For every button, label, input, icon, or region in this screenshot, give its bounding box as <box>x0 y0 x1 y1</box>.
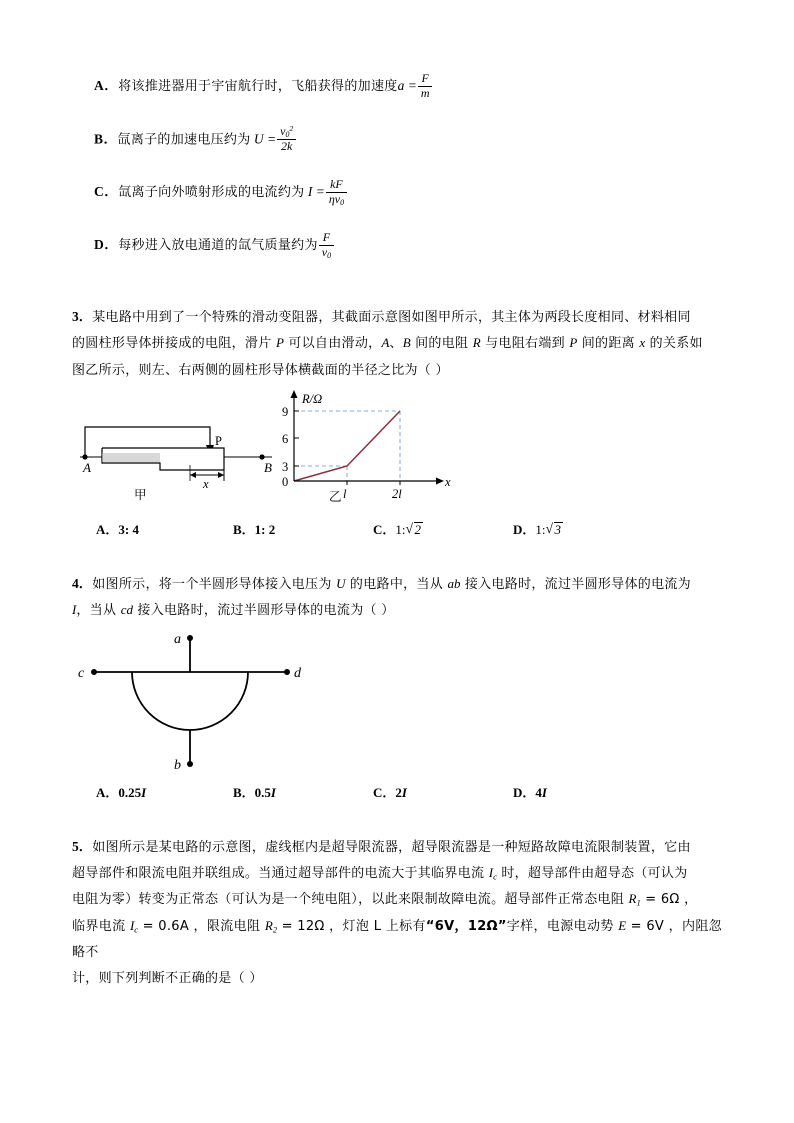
q3-number: 3． <box>72 308 93 324</box>
q5-line-1 <box>72 834 722 860</box>
rheostat-svg <box>72 387 287 499</box>
var-Ic: I <box>488 864 494 880</box>
q3-option-c-label: C． <box>373 521 396 537</box>
terminal-b-label: B <box>264 459 272 475</box>
q3-option-a[interactable] <box>96 519 139 538</box>
q3-line2-part1: 的圆柱形导体拼接成的电阻，滑片 <box>72 336 276 352</box>
q5-lamp-rating: “6V，12Ω” <box>425 918 507 934</box>
q3-option-d[interactable] <box>513 519 563 538</box>
figure-jia-caption: 甲 <box>134 486 147 502</box>
q4-option-c[interactable] <box>373 782 407 801</box>
page-content <box>72 72 722 992</box>
q5-line2-part2: 时，超导部件由超导态（可认为 <box>496 865 688 881</box>
q3-option-c[interactable] <box>373 519 423 538</box>
node-c-label: c <box>78 665 85 681</box>
fraction-numerator: kF <box>330 176 343 191</box>
figure-jia-rheostat <box>72 387 287 502</box>
semicircle-conductor-svg <box>72 630 332 780</box>
q2-option-c <box>94 178 722 207</box>
var-v: v <box>321 244 328 259</box>
fraction-denominator <box>319 245 334 260</box>
q4-option-c-unit: I <box>401 784 407 800</box>
q4-line1-part3: 接入电路时，流过半圆形导体的电流为 <box>460 576 691 592</box>
var-U: U <box>336 575 346 591</box>
q4-number: 4． <box>72 575 93 591</box>
slider-p-label: P <box>215 433 222 448</box>
graph-xtick-l: l <box>343 486 347 501</box>
q5-line3-part1: 电阻为零）转变为正常态（可认为是一个纯电阻），以此来限制故障电流。超导部件正常态电阻 <box>72 892 629 908</box>
q4-option-d[interactable] <box>513 782 547 801</box>
var-R2: R <box>264 917 273 933</box>
q2-option-c-eq: I = <box>307 183 325 199</box>
graph-origin-label: 0 <box>282 474 289 489</box>
q3-line3-text: 图乙所示，则左、右两侧的圆柱形导体横截面的半径之比为（ ） <box>72 362 449 378</box>
q3-line2-part6: 的关系如 <box>645 336 703 352</box>
q2-option-d-text: 每秒进入放电通道的氙气质量约为 <box>118 238 318 254</box>
fraction-denominator <box>326 192 347 207</box>
var-exponent: 2 <box>289 123 294 133</box>
var-ab: ab <box>447 575 461 591</box>
q5-line4-part1: 临界电流 <box>72 918 130 934</box>
var-Ic-subscript: c <box>493 871 497 882</box>
q4-line-1 <box>72 571 722 597</box>
q4-option-b-unit: I <box>270 784 276 800</box>
q3-line-3 <box>72 357 722 383</box>
var-eta-v: ηv <box>328 191 341 206</box>
q4-option-b-value: 0.5 <box>254 784 271 800</box>
q3-line2-part5: 间的距离 <box>577 336 640 352</box>
var-Ic-2: I <box>129 917 135 933</box>
var-B: B <box>402 335 411 351</box>
q5-line2-part1: 超导部件和限流电阻并联组成。当通过超导部件的电流大于其临界电流 <box>72 865 489 881</box>
q2-option-b-text: 氙离子的加速电压约为 <box>117 132 251 148</box>
fraction-numerator: F <box>322 229 331 244</box>
question-4 <box>72 571 722 624</box>
fraction-denominator: 2k <box>277 139 296 154</box>
graph-ytick-3: 3 <box>282 459 289 474</box>
var-R2-subscript: 2 <box>272 924 278 935</box>
graph-ytick-6: 6 <box>282 431 289 446</box>
var-x: x <box>639 335 646 351</box>
q3-figures <box>72 387 722 515</box>
q3-line2-part4: 与电阻右端到 <box>480 336 570 352</box>
q5-line-3 <box>72 886 722 912</box>
q4-option-c-label: C． <box>373 784 396 800</box>
q3-option-b-value: 1: 2 <box>254 521 276 537</box>
q4-answers <box>96 782 722 804</box>
q4-option-a-unit: I <box>141 784 147 800</box>
figure-yi-caption: 乙 <box>329 488 342 504</box>
q2-option-d-fraction <box>319 231 334 260</box>
var-R1: R <box>628 891 637 907</box>
q3-option-c-value: 1: <box>395 521 406 537</box>
q3-option-d-value: 1: <box>535 521 546 537</box>
q3-option-d-radicand: 3 <box>554 521 562 537</box>
question-5 <box>72 834 722 992</box>
graph-svg <box>272 381 462 509</box>
var-I: I <box>72 602 77 618</box>
var-subscript: 0 <box>340 197 345 207</box>
graph-ytick-9: 9 <box>282 404 289 419</box>
q4-option-d-label: D． <box>513 784 536 800</box>
q3-option-b[interactable] <box>233 519 275 538</box>
q3-line2-part2: 可以自由滑动， <box>283 336 382 352</box>
q4-option-b-label: B． <box>233 784 255 800</box>
q5-line-4 <box>72 913 722 966</box>
q3-option-a-value: 3: 4 <box>118 521 139 537</box>
graph-xtick-2l: 2l <box>392 486 402 501</box>
q2-option-a-eq: a = <box>397 78 417 94</box>
q4-figure <box>72 630 722 782</box>
q4-option-a-value: 0.25 <box>118 784 142 800</box>
q4-option-a-label: A． <box>96 784 119 800</box>
var-P: P <box>275 335 284 351</box>
q5-line4-part3: = 12Ω ，灯泡 L 上标有 <box>277 918 426 934</box>
graph-xlabel: x <box>445 474 451 489</box>
var-R: R <box>472 335 481 351</box>
q4-option-c-value: 2 <box>395 784 402 800</box>
graph-ylabel: R/Ω <box>302 391 323 406</box>
var-R1-subscript: 1 <box>636 897 641 908</box>
q2-option-a <box>94 72 722 101</box>
q4-option-d-value: 4 <box>535 784 542 800</box>
fraction-denominator: m <box>418 86 433 101</box>
q2-option-a-label: A． <box>94 78 119 94</box>
q2-option-c-label: C． <box>94 183 119 199</box>
var-E: E <box>618 917 627 933</box>
q4-line2-part2: 接入电路时，流过半圆形导体的电流为（ ） <box>132 603 395 619</box>
q2-option-b-eq: U = <box>253 131 277 147</box>
var-P2: P <box>569 335 578 351</box>
q4-line1-part2: 的电路中，当从 <box>345 576 448 592</box>
q3-option-b-label: B． <box>233 521 255 537</box>
q2-option-b-fraction <box>277 125 296 154</box>
q3-line1-text: 某电路中用到了一个特殊的滑动变阻器，其截面示意图如图甲所示，其主体为两段长度相同、材料相同 <box>92 309 691 325</box>
q5-number: 5． <box>72 838 93 854</box>
node-d-label: d <box>294 665 301 681</box>
q5-line-5 <box>72 965 722 991</box>
var-A: A <box>381 335 390 351</box>
q4-option-b[interactable] <box>233 782 276 801</box>
var-Ic2-subscript: c <box>134 924 139 935</box>
fraction-numerator: F <box>421 71 429 85</box>
node-a-label: a <box>174 631 181 647</box>
q5-line4-part4: 字样，电源电动势 <box>506 918 619 934</box>
q4-option-d-unit: I <box>541 784 547 800</box>
q3-option-c-radicand: 2 <box>414 521 422 537</box>
q2-option-b <box>94 125 722 154</box>
q3-line2-part3: 间的电阻 <box>410 336 473 352</box>
q5-line1-text: 如图所示是某电路的示意图，虚线框内是超导限流器，超导限流器是一种短路故障电流限制装置，它由 <box>92 839 691 855</box>
figure-yi-graph <box>272 381 462 509</box>
var-cd: cd <box>120 602 133 618</box>
node-b-label: b <box>174 757 181 773</box>
q2-option-a-text: 将该推进器用于宇宙航行时，飞船获得的加速度 <box>118 79 398 95</box>
sqrt-icon <box>406 522 424 538</box>
q3-line2-sep: 、 <box>389 336 403 352</box>
sqrt-icon <box>546 522 564 538</box>
q2-option-d-label: D． <box>94 237 119 253</box>
question-2-options <box>72 72 722 260</box>
q3-option-a-label: A． <box>96 521 119 537</box>
var-subscript: 0 <box>327 250 332 260</box>
q5-line-2 <box>72 860 722 886</box>
q4-line-2 <box>72 597 722 623</box>
q2-option-c-text: 氙离子向外喷射形成的电流约为 <box>118 184 305 200</box>
var-v: v <box>280 123 286 138</box>
q3-line-1 <box>72 304 722 330</box>
q2-option-c-fraction <box>326 178 347 207</box>
q5-line5-text: 计，则下列判断不正确的是（ ） <box>72 971 263 987</box>
q4-option-a[interactable] <box>96 782 146 801</box>
q5-line4-part5: = 6V ，内阻忽略不 <box>72 918 722 961</box>
q2-option-d <box>94 231 722 260</box>
q4-line2-part1: ，当从 <box>76 603 121 619</box>
fraction-numerator <box>277 125 296 139</box>
terminal-a-label: A <box>83 459 91 475</box>
q5-line3-part2: = 6Ω ， <box>640 892 698 908</box>
q3-option-d-label: D． <box>513 521 536 537</box>
var-subscript: 0 <box>285 129 290 139</box>
q2-option-b-label: B． <box>94 131 118 147</box>
q3-answers <box>96 519 722 541</box>
q3-line-2 <box>72 330 722 356</box>
question-3 <box>72 304 722 383</box>
q5-line4-part2: = 0.6A ，限流电阻 <box>138 918 265 934</box>
q2-option-a-fraction <box>418 72 433 101</box>
dimension-x-label: x <box>203 476 209 491</box>
q4-line1-part1: 如图所示，将一个半圆形导体接入电压为 <box>92 576 337 592</box>
